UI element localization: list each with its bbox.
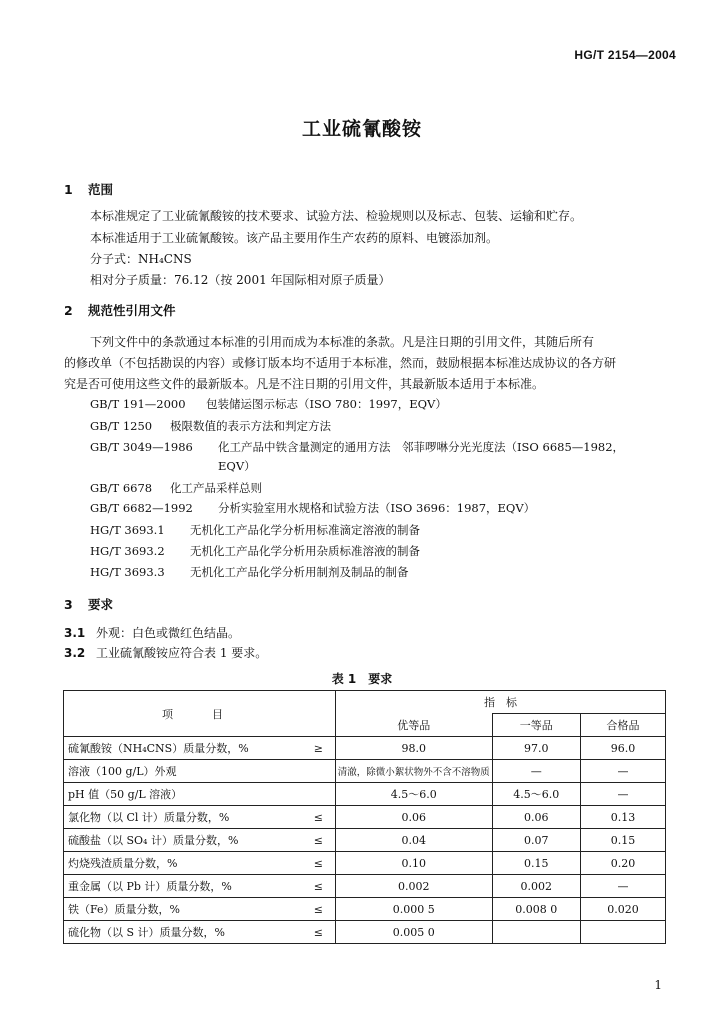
section-number: 3 [64, 597, 73, 612]
table-header-row [64, 691, 666, 714]
value-qualified: 0.020 [580, 898, 665, 921]
requirements-table [63, 690, 666, 944]
table-row [64, 829, 666, 852]
scope-paragraph-1: 本标准规定了工业硫氰酸铵的技术要求、试验方法、检验规则以及标志、包装、运输和贮存。 [90, 209, 583, 223]
value-first: 97.0 [492, 737, 580, 760]
value-qualified: — [580, 760, 665, 783]
clause-text: 工业硫氰酸铵应符合表 1 要求。 [96, 646, 268, 660]
reference-item [90, 396, 447, 412]
reference-title: 无机化工产品化学分析用杂质标准溶液的制备 [190, 544, 420, 558]
grade-first: 一等品 [492, 714, 580, 737]
value-first: 0.002 [492, 875, 580, 898]
clause-text: 外观：白色或微红色结晶。 [96, 626, 241, 640]
value-premium: 0.06 [336, 806, 492, 829]
references-intro-line-3: 究是否可使用这些文件的最新版本。凡是不注日期的引用文件，其最新版本适用于本标准。 [64, 377, 545, 391]
header-index: 指 标 [336, 691, 666, 714]
row-item: 硫化物（以 S 计）质量分数，% [64, 921, 302, 944]
page-number: 1 [654, 978, 662, 992]
table-row [64, 806, 666, 829]
row-symbol: ≤ [302, 829, 336, 852]
document-title: 工业硫氰酸铵 [301, 118, 422, 140]
value-qualified: — [580, 783, 665, 806]
value-first: — [492, 760, 580, 783]
reference-item [90, 522, 420, 538]
section-1-heading [64, 180, 113, 198]
value-qualified: — [580, 875, 665, 898]
reference-title: 化工产品中铁含量测定的通用方法 邻菲啰啉分光光度法（ISO 6685—1982， [218, 440, 625, 454]
row-item: 溶液（100 g/L）外观 [64, 760, 302, 783]
value-first: 0.07 [492, 829, 580, 852]
section-3-heading [64, 595, 113, 613]
section-number: 1 [64, 182, 73, 197]
value-first: 4.5～6.0 [492, 783, 580, 806]
value-qualified: 0.20 [580, 852, 665, 875]
row-item: pH 值（50 g/L 溶液） [64, 783, 302, 806]
row-item: 硫氰酸铵（NH₄CNS）质量分数，% [64, 737, 302, 760]
value-premium: 0.04 [336, 829, 492, 852]
row-item: 灼烧残渣质量分数，% [64, 852, 302, 875]
reference-item [90, 439, 624, 455]
row-symbol: ≤ [302, 806, 336, 829]
section-title: 要求 [88, 597, 114, 612]
molecular-formula: 分子式：NH₄CNS [90, 252, 192, 266]
reference-code: GB/T 1250 [90, 419, 153, 433]
reference-title: 无机化工产品化学分析用标准滴定溶液的制备 [190, 523, 420, 537]
row-symbol: ≤ [302, 875, 336, 898]
reference-code: GB/T 191—2000 [90, 397, 186, 411]
clause-number: 3.1 [64, 626, 86, 640]
reference-item [90, 418, 331, 434]
row-symbol [302, 760, 336, 783]
clause-3-2 [64, 645, 267, 661]
reference-item [90, 480, 262, 496]
value-premium: 清澈，除微小絮状物外不含不溶物质 [336, 760, 492, 783]
value-qualified: 0.15 [580, 829, 665, 852]
reference-item [90, 543, 420, 559]
reference-code: HG/T 3693.2 [90, 544, 165, 558]
table-1-caption: 表 1 要求 [331, 672, 393, 686]
reference-title: 分析实验室用水规格和试验方法（ISO 3696：1987，EQV） [218, 501, 536, 515]
value-premium: 0.10 [336, 852, 492, 875]
row-item: 铁（Fe）质量分数，% [64, 898, 302, 921]
table-row [64, 737, 666, 760]
reference-code: GB/T 3049—1986 [90, 440, 193, 454]
reference-title: 极限数值的表示方法和判定方法 [170, 419, 331, 433]
section-2-heading [64, 301, 176, 319]
value-qualified: 96.0 [580, 737, 665, 760]
table-row [64, 760, 666, 783]
row-symbol: ≤ [302, 898, 336, 921]
value-first: 0.008 0 [492, 898, 580, 921]
clause-3-1 [64, 625, 240, 641]
row-symbol [302, 783, 336, 806]
table-row [64, 783, 666, 806]
reference-title: 化工产品采样总则 [170, 481, 262, 495]
reference-title: 包装储运图示标志（ISO 780：1997，EQV） [206, 397, 447, 411]
value-qualified: 0.13 [580, 806, 665, 829]
row-symbol: ≤ [302, 852, 336, 875]
table-row [64, 898, 666, 921]
table-row [64, 852, 666, 875]
grade-qualified: 合格品 [580, 714, 665, 737]
grade-premium: 优等品 [336, 714, 492, 737]
references-intro-line-1: 下列文件中的条款通过本标准的引用而成为本标准的条款。凡是注日期的引用文件，其随后所有 [90, 335, 595, 349]
value-qualified [580, 921, 665, 944]
reference-item [90, 500, 535, 516]
row-symbol: ≤ [302, 921, 336, 944]
table-row [64, 875, 666, 898]
reference-code: HG/T 3693.3 [90, 565, 165, 579]
value-first: 0.15 [492, 852, 580, 875]
section-title: 规范性引用文件 [88, 303, 176, 318]
row-item: 氯化物（以 Cl 计）质量分数，% [64, 806, 302, 829]
reference-item [90, 564, 409, 580]
reference-code: GB/T 6678 [90, 481, 153, 495]
references-intro-line-2: 的修改单（不包括勘误的内容）或修订版本均不适用于本标准，然而，鼓励根据本标准达成协议的各方研 [64, 356, 617, 370]
value-first: 0.06 [492, 806, 580, 829]
relative-molecular-mass: 相对分子质量：76.12（按 2001 年国际相对原子质量） [90, 273, 391, 287]
header-item: 项 目 [64, 691, 336, 737]
value-premium: 98.0 [336, 737, 492, 760]
section-title: 范围 [88, 182, 114, 197]
value-premium: 0.005 0 [336, 921, 492, 944]
table-row [64, 921, 666, 944]
reference-title: 无机化工产品化学分析用制剂及制品的制备 [190, 565, 409, 579]
value-premium: 0.000 5 [336, 898, 492, 921]
reference-code: GB/T 6682—1992 [90, 501, 193, 515]
standard-code: HG/T 2154—2004 [574, 48, 676, 62]
row-symbol: ≥ [302, 737, 336, 760]
row-item: 硫酸盐（以 SO₄ 计）质量分数，% [64, 829, 302, 852]
section-number: 2 [64, 303, 73, 318]
value-first [492, 921, 580, 944]
reference-title-continued: EQV） [218, 459, 256, 473]
clause-number: 3.2 [64, 646, 86, 660]
scope-paragraph-2: 本标准适用于工业硫氰酸铵。该产品主要用作生产农药的原料、电镀添加剂。 [90, 231, 499, 245]
row-item: 重金属（以 Pb 计）质量分数，% [64, 875, 302, 898]
value-premium: 4.5～6.0 [336, 783, 492, 806]
reference-code: HG/T 3693.1 [90, 523, 165, 537]
value-premium: 0.002 [336, 875, 492, 898]
